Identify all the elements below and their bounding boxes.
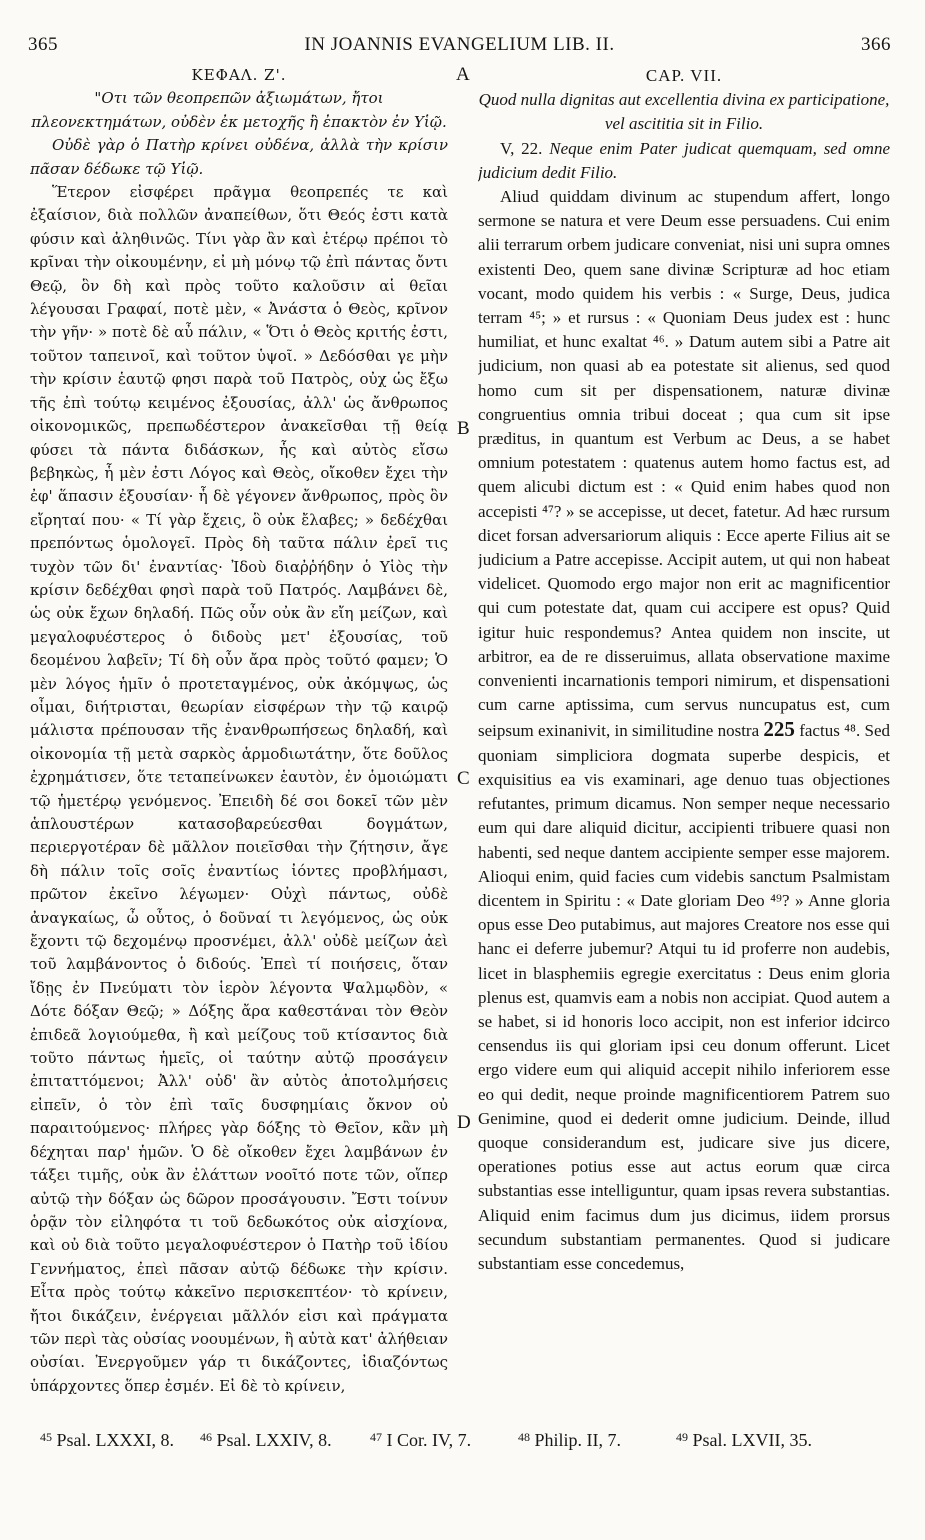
margin-letter-b: B bbox=[457, 418, 470, 439]
greek-chapter-subtitle: "Οτι τῶν θεοπρεπῶν ἀξιωμάτων, ἤτοι πλεονεκτημάτων, οὐδὲν ἐκ μετοχῆς ἢ ἐπακτὸν ἐν Υἱῷ. bbox=[31, 89, 447, 131]
footnote-mark: 45 bbox=[40, 1430, 52, 1444]
footnote-text: Psal. LXXIV, 8. bbox=[216, 1430, 332, 1450]
latin-column bbox=[478, 64, 890, 1424]
latin-verse-reference: V, 22. bbox=[500, 138, 543, 158]
footnotes bbox=[40, 1430, 885, 1466]
footnote-mark: 47 bbox=[370, 1430, 382, 1444]
running-title: IN JOANNIS EVANGELIUM LIB. II. bbox=[304, 34, 615, 55]
latin-body-part-1: Aliud quiddam divinum ac stupendum affert, longo sermone se natura et vere Deum esse persuadens. Cui enim alii terrarum orbem judicare conveniat, nisi uni supra omnes existenti Deo, quem sane divinæ Scripturæ ad hoc etiam vocant, modo quidem his verbis : « Surge, Deus, judica terram ⁴⁵; » et rursus : « Quoniam Deus judex est : hunc humiliat, et hunc exaltat ⁴⁶. » Datum autem sibi a Patre ait judicium, non quasi ab ea potestate sit alienus, sed quod homo cum sit per dispensationem, naturæ divinæ congruentius omnia tribui doceat ; qua cum sit ipse præditus, in quantum est Verbum ac Deus, a se habet omnium potestatem : quatenus autem homo factus est, ad quem alicubi dictum est : « Quid enim habes quod non accepisti ⁴⁷? » se accepisse, ut decet, fatetur. Ad hæc rursum dicet forsan adversariorum aliquis : Ecce aperte Filius ait se judicium a Patre accepisse. Accipit autem, ut qui non habeat videlicet. Quomodo ergo major non erit ac magnificentior qui cum potestate dat, quam cui accipere est opus? Quid igitur huic respondemus? Antea quidem non inscite, ut arbitror, ea de re disseruimus, allata observatione maxime convenienti incarnationis tempori nimirum, et dispensationi cum carne aptissima, cum servus nuncupatus est, cum seipsum exinanivit, in similitudine nostra bbox=[478, 187, 890, 741]
latin-chapter-heading: CAP. VII. bbox=[645, 66, 723, 85]
footnote-mark: 46 bbox=[200, 1430, 212, 1444]
footnote-text: I Cor. IV, 7. bbox=[386, 1430, 472, 1450]
greek-body-text: Ἕτερον εἰσφέρει πρᾶγμα θεοπρεπές τε καὶ ἐξαίσιον, διὰ πολλῶν ἀναπείθων, ὅτι Θεός ἐστι κατὰ φύσιν καὶ ἀληθινῶς. Τίνι γὰρ ἂν καὶ ἑτέρῳ πρέποι τὸ κρῖναι τὴν οἰκουμένην, εἰ μὴ μόνῳ τῷ ἐπὶ πάντας ὄντι Θεῷ, ὃν δὴ καὶ πρὸς τοῦτο καλοῦσιν αἱ θεῖαι λέγουσαι Γραφαί, ποτὲ μὲν, « Ἀνάστα ὁ Θεὸς, κρῖνον τὴν γῆν· » ποτὲ δὲ αὖ πάλιν, « Ὅτι ὁ Θεὸς κριτής ἐστι, τοῦτον ταπεινοῖ, καὶ τοῦτον ὑψοῖ. » Δεδόσθαι γε μὴν τὴν κρίσιν ἑαυτῷ φησι παρὰ τοῦ Πατρὸς, οὐχ ὡς ἔξω τῆς ἐπὶ τούτῳ κειμένος ἐξουσίας, ἀλλ' ὡς ἄνθρωπος οἰκονομικῶς, πρεπωδέστερον ἀνακεῖσθαι τῇ θείᾳ φύσει τὰ πάντα διδάσκων, ἧς καὶ αὐτὸς εἴσω βεβηκὼς, ἧ μὲν ἐστι Λόγος καὶ Θεὸς, οἴκοθεν ἔχει τὴν ἐφ' ἅπασιν ἐξουσίαν· ἧ δὲ γέγονεν ἄνθρωπος, πρὸς ὃν εἴρηταί που· « Τί γὰρ ἔχεις, ὃ οὐκ ἔλαβες; » δεδέχθαι πρεπόντως ὁμολογεῖ. Πρὸς δὴ ταῦτα πάλιν ἐρεῖ τις τυχὸν τῶν δι' ἐναντίας· Ἰδοὺ διαῤῥήδην ὁ Υἱὸς τὴν κρίσιν δεδέχθαι φησὶ παρὰ τοῦ Πατρός. Λαμβάνει δὲ, ὡς οὐκ ἔχων δηλαδή. Πῶς οὖν οὐκ ἂν εἴη μείζων, καὶ μεγαλοφυέστερος ὁ διδοὺς μετ' ἐξουσίας, τοῦ δεομένου λαβεῖν; Τί δὴ οὖν ἄρα πρὸς τοῦτό φαμεν; Ὁ μὲν λόγος ἡμῖν ὁ προτεταγμένος, οὐκ ἀκόμψως, ὡς οἶμαι, διήτρισται, θεωρίαν εἰσφέρων τὴν τῷ καιρῷ μάλιστα πρέπουσαν τῆς ἐνανθρωπήσεως δηλαδή, καὶ οἰκονομία τῇ μετὰ σαρκὸς ἁρμοδιωτάτην, ὅτε δοῦλος ἐχρημάτισεν, ὅτε τεταπείνωκεν ἑαυτὸν, ἐν ὁμοιώματι τῷ ἡμετέρῳ γενόμενος. Ἐπειδὴ δέ σοι δοκεῖ τῶν μὲν ἁπλουστέρων κατασοβαρεύεσθαι δογμάτων, περιεργοτέραν δὲ μᾶλλον ποιεῖσθαι τὴν ζήτησιν, ἄγε δὴ πάλιν τοῖς σοῖς ἐναντίως ἰόντες προβλήμασι, πρῶτον ἐκεῖνο λέγωμεν· Οὐχὶ πάντως, οὐδὲ ἀναγκαίως, ὦ οὗτος, ὁ δοῦναί τι λεγόμενος, ὡς οὐκ ἔχοντι τῷ δεχομένῳ προσνέμει, ἀλλ' οὐδὲ μείζων ἀεὶ τοῦ λαμβάνοντος ὁ διδούς. Ἐπεὶ τί ποιήσεις, ὅταν ἴδῃς ἐν Πνεύματι τὸν ἱερὸν λέγοντα Ψαλμῳδὸν, « Δότε δόξαν Θεῷ; » Δόξης ἄρα καθεστάναι τὸν Θεὸν ἐπιδεᾶ λογιούμεθα, ἢ καὶ μείζους τοῦ κτίσαντος διὰ τοῦτο πάντως ἡμεῖς, οἱ ταύτην αὐτῷ προσάγειν ἐπιταττόμενοι; Ἀλλ' οὐδ' ἂν αὐτὸς ἀποτολμήσεις εἰπεῖν, ὁ τὸν ἐπὶ ταῖς δυσφημίαις ὄκνον οὐ παραιτούμενος· πλήρες γὰρ δόξης τὸ Θεῖον, κἂν μὴ δέχηται παρ' ἡμῶν. Ὁ δὲ οἴκοθεν ἔχει λαμβάνων ἐν τάξει τιμῆς, οὐκ ἂν ἐλάττων νοοῖτό ποτε τῶν, οἵπερ αὐτῷ τὴν δόξαν ὡς δῶρον προσάγουσιν. Ἔστι τοίνυν ὁρᾷν τὸν εἰληφότα τι τοῦ δεδωκότος οὐκ αἰσχίονα, καὶ οὐ διὰ τοῦτο μεγαλοφυέστερον ὁ Πατὴρ τοῦ ἰδίου Γεννήματος, ἐπεὶ πᾶσαν αὐτῷ δέδωκε τὴν κρίσιν. Εἶτα πρὸς τούτῳ κἀκεῖνο περισκεπτέον· τὸ κρίνειν, ἤτοι δικάζειν, ἐνέργειαι μᾶλλόν εἰσι καὶ πράγματα τῶν περὶ τὰς οὐσίας νοουμένων, ἢ αὐτὰ κατ' ἀλήθειαν οὐσίαι. Ἐνεργοῦμεν γάρ τι δικάζοντες, ἰδιαζόντως ὑπάρχοντες ὅπερ ἐσμέν. Εἰ δὲ τὸ κρίνειν, bbox=[30, 183, 448, 1395]
footnote bbox=[40, 1430, 174, 1451]
latin-body-text bbox=[478, 185, 890, 1276]
greek-chapter-heading: ΚΕΦΑΛ. Ζ'. bbox=[191, 66, 287, 84]
latin-chapter-subtitle: Quod nulla dignitas aut excellentia divina ex participatione, vel ascititia sit in Filio. bbox=[478, 90, 890, 134]
column-number: 225 bbox=[763, 717, 795, 742]
greek-lemma: Οὐδὲ γὰρ ὁ Πατὴρ κρίνει οὐδένα, ἀλλὰ τὴν κρίσιν πᾶσαν δέδωκε τῷ Υἱῷ. bbox=[30, 136, 448, 178]
footnote-mark: 49 bbox=[676, 1430, 688, 1444]
latin-body-part-2: factus ⁴⁸. Sed quoniam simpliciora dogmata superbe despicis, et exquisitius ea vis examinari, age denuo tuas objectiones refutantes, primum dicamus. Non semper neque necessario eum qui dare aliquid dicitur, accipienti tribuere quasi non habenti, sed neque dantem accipiente semper esse majorem. Alioqui enim, quid facies cum videbis sanctum Psalmistam dicentem in Spiritu : « Date gloriam Deo ⁴⁹? » Anne gloria opus esse Deo putabimus, aut majores Creatore nos esse qui hanc ei deferre jubemur? Atqui tu id proferre non audebis, licet in blasphemiis egregie exercitatus : Deus enim gloria plenus est, quamvis eam a nobis non accipiat. Quod autem a se habet, si id honoris loco accipit, non est inferior idcirco censendus iis qui gloriam ipsi ceu donum offerunt. Licet ergo videre eum qui aliquid accepit nihilo inferiorem esse eo qui dedit, neque proinde magnificentiorem Patrem suo Genimine, quod ei dederit omne judicium. Deinde, illud quoque considerandum est, judicare sive jus dicere, operationes potius esse aut actus eorum quæ circa substantias esse intelliguntur, quam ipsas revera substantias. Aliquid enim facimus dum jus dicimus, iidem prorsus secundum substantiam permanentes. Quod si judicare substantiam esse concedemus, bbox=[478, 721, 890, 1273]
footnote-text: Psal. LXXXI, 8. bbox=[56, 1430, 174, 1450]
margin-letter-a: A bbox=[456, 64, 470, 85]
footnote-mark: 48 bbox=[518, 1430, 530, 1444]
greek-column bbox=[30, 64, 448, 1424]
latin-lemma: Neque enim Pater judicat quemquam, sed omne judicium dedit Filio. bbox=[478, 138, 890, 182]
page-number-right: 366 bbox=[861, 34, 891, 55]
page-number-left: 365 bbox=[28, 34, 58, 55]
footnote-text: Philip. II, 7. bbox=[534, 1430, 622, 1450]
footnote bbox=[200, 1430, 332, 1451]
footnote bbox=[518, 1430, 621, 1451]
running-header bbox=[28, 34, 891, 58]
footnote bbox=[676, 1430, 812, 1451]
footnote bbox=[370, 1430, 471, 1451]
margin-letter-d: D bbox=[457, 1112, 471, 1133]
margin-letter-c: C bbox=[457, 768, 470, 789]
footnote-text: Psal. LXVII, 35. bbox=[692, 1430, 812, 1450]
